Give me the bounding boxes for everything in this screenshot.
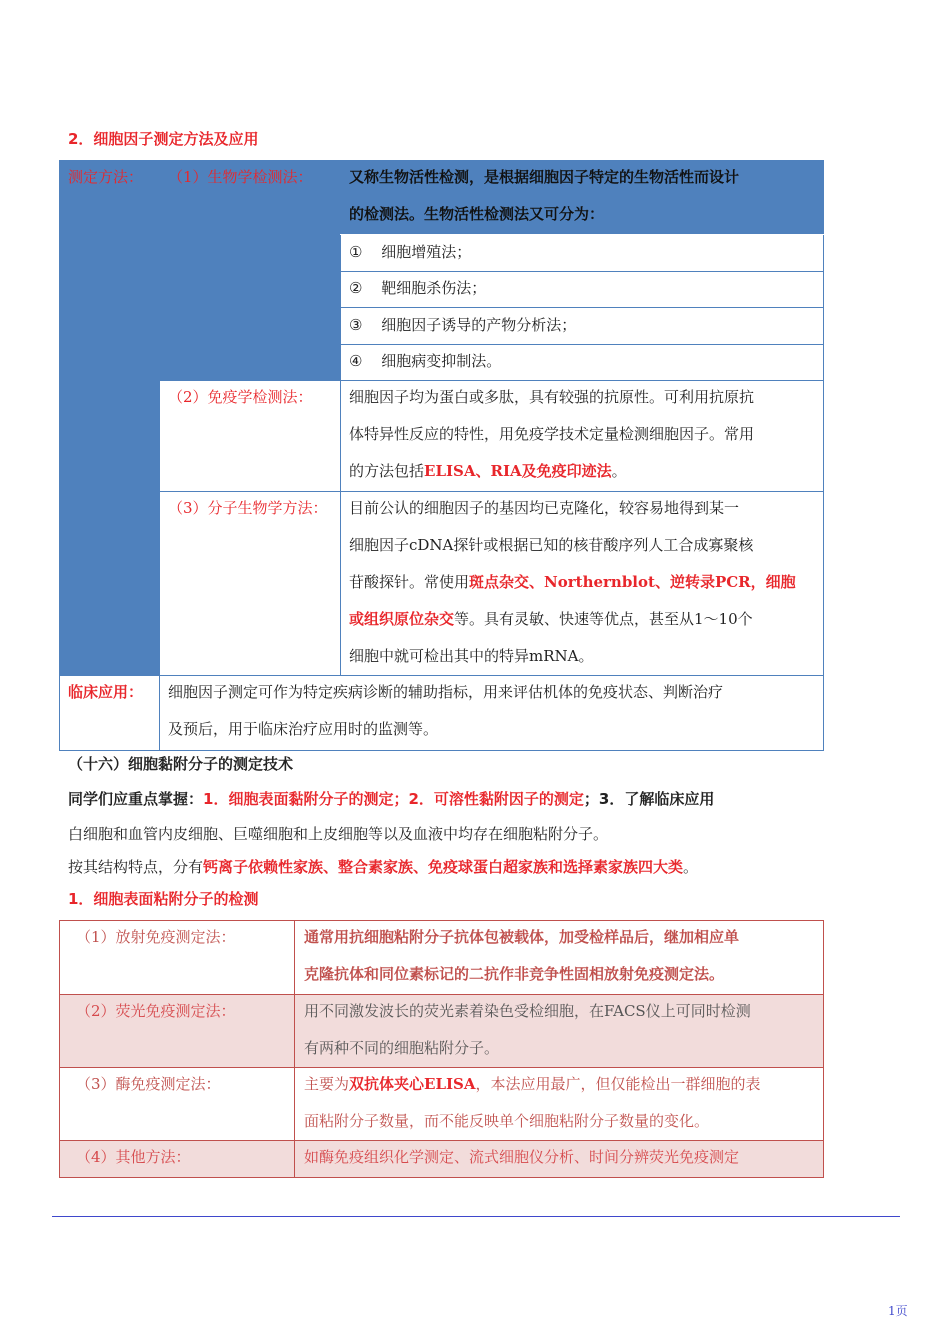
radioimmuno-label: （1）放射免疫测定法： [76, 928, 236, 946]
immuno-line3-pre: 的方法包括 [349, 462, 425, 480]
fluoro-line2: 有两种不同的细胞粘附分子。 [304, 1039, 500, 1057]
enzyme-line1-post: ，本法应用最广，但仅能检出一群细胞的表 [475, 1075, 761, 1093]
cytokine-method-table [59, 160, 824, 751]
bio-item-text: 靶细胞杀伤法； [381, 279, 487, 297]
fluoro-line1: 用不同激发波长的荧光素着染色受检细胞，在FACS仪上可同时检测 [304, 1002, 751, 1020]
section-title: 2．细胞因子测定方法及应用 [68, 130, 259, 148]
bio-desc-line1: 又称生物活性检测，是根据细胞因子特定的生物活性而设计 [349, 168, 740, 186]
enzyme-label: （3）酶免疫测定法： [76, 1075, 221, 1093]
radioimmuno-line1: 通常用抗细胞粘附分子抗体包被载体，加受检样品后，继加相应单 [304, 928, 740, 946]
immuno-methods-highlight: ELISA、RIA及免疫印迹法 [424, 462, 612, 480]
footer-divider [52, 1216, 900, 1217]
bio-method-label: （1）生物学检测法： [168, 168, 313, 186]
families-highlight: 钙离子依赖性家族、整合素家族、免疫球蛋白超家族和选择素家族四大类 [203, 858, 684, 876]
molecular-line2: 细胞因子cDNA探针或根据已知的核苷酸序列人工合成寡聚核 [349, 536, 754, 554]
clinical-label: 临床应用： [68, 683, 144, 701]
enzyme-line1 [304, 1066, 761, 1103]
molecular-line3 [349, 564, 796, 601]
adhesion-method-table [59, 920, 824, 1178]
molecular-methods-highlight-2: 或组织原位杂交 [349, 610, 455, 628]
molecular-line1: 目前公认的细胞因子的基因均已克隆化，较容易地得到某一 [349, 499, 740, 517]
bio-item-text: 细胞病变抑制法。 [381, 352, 502, 370]
line3-post: 。 [683, 858, 699, 876]
enzyme-line2: 面粘附分子数量，而不能反映单个细胞粘附分子数量的变化。 [304, 1112, 710, 1130]
bio-item-text: 细胞增殖法； [381, 243, 472, 261]
section16-focus [68, 787, 714, 811]
bio-item-text: 细胞因子诱导的产物分析法； [381, 316, 577, 334]
molecular-line5: 细胞中就可检出其中的特异mRNA。 [349, 647, 594, 665]
immuno-line3-post: 。 [611, 462, 627, 480]
method-header: 测定方法： [68, 168, 144, 186]
elisa-highlight: 双抗体夹心ELISA [349, 1075, 476, 1093]
bio-item-1 [349, 234, 471, 271]
bio-desc-line2: 的检测法。生物活性检测法又可分为： [349, 205, 605, 223]
clinical-line2: 及预后，用于临床治疗应用时的监测等。 [168, 720, 439, 738]
focus-post: ；3．了解临床应用 [583, 790, 715, 808]
section16-line2: 白细胞和血管内皮细胞、巨噬细胞和上皮细胞等以及血液中均存在细胞粘附分子。 [68, 825, 609, 843]
immuno-line3 [349, 453, 627, 490]
page-number: 1页 [888, 1304, 908, 1318]
immuno-line1: 细胞因子均为蛋白或多肽，具有较强的抗原性。可利用抗原抗 [349, 388, 755, 406]
section16-title: （十六）细胞黏附分子的测定技术 [68, 755, 294, 773]
focus-pre: 同学们应重点掌握： [68, 790, 204, 808]
bio-item-4 [349, 343, 501, 380]
enzyme-line1-pre: 主要为 [304, 1075, 350, 1093]
bio-label-bg [159, 234, 340, 381]
molecular-line3-pre: 苷酸探针。常使用 [349, 573, 470, 591]
subsection-title: 1．细胞表面粘附分子的检测 [68, 890, 259, 908]
bio-item-3 [349, 307, 576, 344]
other-line1: 如酶免疫组织化学测定、流式细胞仪分析、时间分辨荧光免疫测定 [304, 1148, 740, 1166]
radioimmuno-line2: 克隆抗体和同位素标记的二抗作非竞争性固相放射免疫测定法。 [304, 965, 725, 983]
molecular-line4 [349, 601, 753, 638]
molecular-methods-highlight: 斑点杂交、Northernblot、逆转录PCR，细胞 [469, 573, 796, 591]
immuno-line2: 体特异性反应的特性，用免疫学技术定量检测细胞因子。常用 [349, 425, 755, 443]
bio-item-2 [349, 270, 486, 307]
section16-line3 [68, 855, 698, 879]
method-column-bg [60, 161, 159, 675]
focus-highlight: 1．细胞表面黏附分子的测定；2．可溶性黏附因子的测定 [203, 790, 584, 808]
immuno-method-label: （2）免疫学检测法： [168, 388, 313, 406]
line3-pre: 按其结构特点，分有 [68, 858, 204, 876]
bio-item-number: ④ [349, 352, 363, 370]
bio-item-number: ② [349, 279, 363, 297]
bio-item-number: ① [349, 243, 363, 261]
clinical-line1: 细胞因子测定可作为特定疾病诊断的辅助指标，用来评估机体的免疫状态、判断治疗 [168, 683, 724, 701]
fluoro-label: （2）荧光免疫测定法： [76, 1002, 236, 1020]
bio-item-number: ③ [349, 316, 363, 334]
molecular-line4-post: 等。具有灵敏、快速等优点，甚至从1～10个 [454, 610, 753, 628]
other-label: （4）其他方法： [76, 1148, 191, 1166]
molecular-method-label: （3）分子生物学方法： [168, 499, 328, 517]
